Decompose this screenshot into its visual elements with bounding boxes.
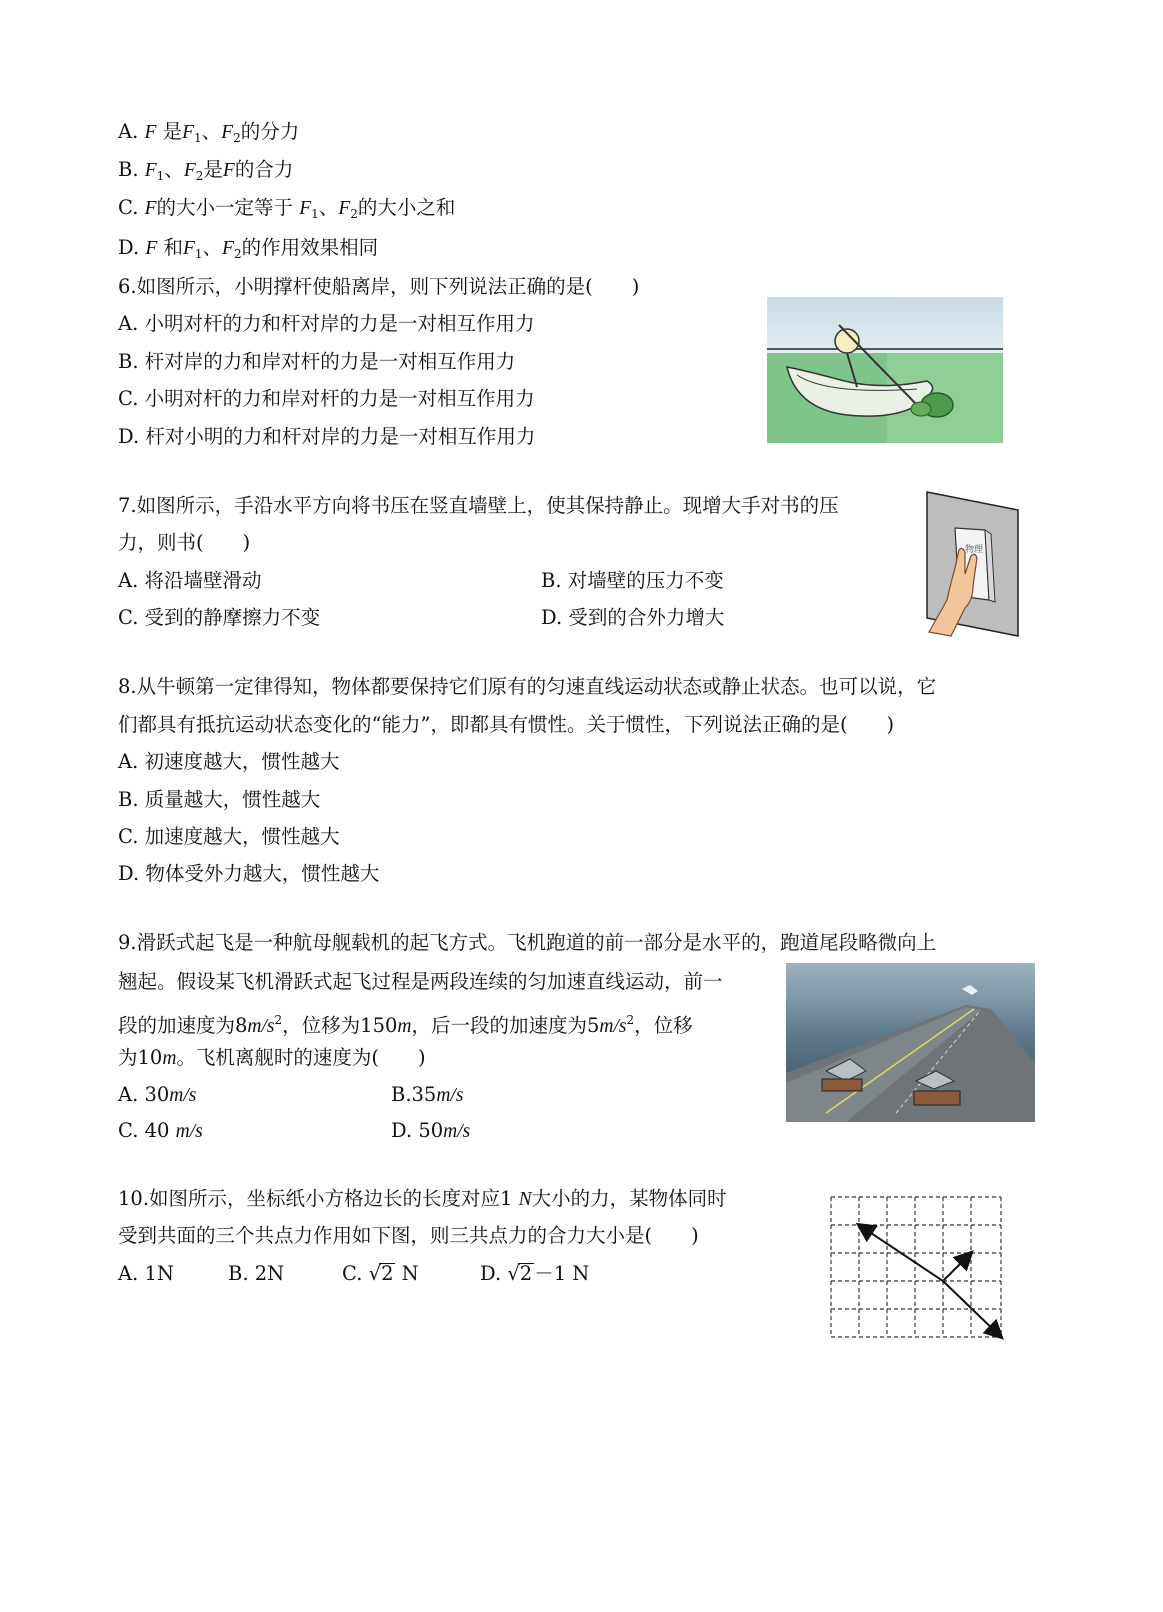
q9-option-d: D. 50m/s xyxy=(391,1119,471,1142)
q9-stem-line1: 9.滑跃式起飞是一种航母舰载机的起飞方式。飞机跑道的前一部分是水平的，跑道尾段略微向上 xyxy=(118,931,937,954)
carrier-figure xyxy=(786,963,1035,1122)
q8-option-b: B. 质量越大，惯性越大 xyxy=(118,788,321,811)
q8-stem-line1: 8.从牛顿第一定律得知，物体都要保持它们原有的匀速直线运动状态或静止状态。也可以说，它 xyxy=(118,675,937,698)
q9-stem-line3: 段的加速度为$8m/s^2$，位移为150m，后一段的加速度为$5m/s^2$，位移 xyxy=(118,1013,693,1037)
grid-lines xyxy=(831,1197,1001,1337)
book-wall-figure xyxy=(925,490,1020,638)
q6-option-b: B. 杆对岸的力和岸对杆的力是一对相互作用力 xyxy=(118,350,516,373)
q8-option-d: D. 物体受外力越大，惯性越大 xyxy=(118,862,380,885)
q5-option-b: B. $F_1$、$F_2$是F的合力 xyxy=(118,158,294,183)
q9-option-a: A. 30m/s xyxy=(118,1083,197,1106)
boat-figure xyxy=(767,297,1003,443)
q5-option-d: D. F 和$F_1$、$F_2$的作用效果相同 xyxy=(118,236,379,261)
q10-stem-line2: 受到共面的三个共点力作用如下图，则三共点力的合力大小是( ) xyxy=(118,1224,699,1247)
book-title: 物理 xyxy=(965,545,984,555)
q10-option-c: C. √2 N xyxy=(342,1262,419,1285)
boat-illustration xyxy=(767,297,1003,443)
q6-option-a: A. 小明对杆的力和杆对岸的力是一对相互作用力 xyxy=(118,312,535,335)
force-grid-figure xyxy=(826,1192,1006,1342)
force-arrow-2 xyxy=(943,1253,971,1281)
q6-option-d: D. 杆对小明的力和杆对岸的力是一对相互作用力 xyxy=(118,425,536,448)
q7-stem-line2: 力，则书( ) xyxy=(118,531,251,554)
q7-option-d: D. 受到的合外力增大 xyxy=(541,606,725,629)
q7-stem-line1: 7.如图所示，手沿水平方向将书压在竖直墙壁上，使其保持静止。现增大手对书的压 xyxy=(118,494,839,517)
q7-option-a: A. 将沿墙壁滑动 xyxy=(118,569,262,592)
q9-option-b: B.35m/s xyxy=(391,1083,464,1106)
q8-option-a: A. 初速度越大，惯性越大 xyxy=(118,750,340,773)
carrier-photo xyxy=(786,963,1035,1122)
q10-option-b: B. 2N xyxy=(228,1262,285,1285)
q5-option-a: A. F 是$F_1$、$F_2$的分力 xyxy=(118,120,300,145)
q9-stem-line4: 为10m。飞机离舰时的速度为( ) xyxy=(118,1046,426,1069)
q5-option-c: C. F的大小一定等于 $F_1$、$F_2$的大小之和 xyxy=(118,196,456,221)
q9-option-c: C. 40 m/s xyxy=(118,1119,203,1142)
q6-option-c: C. 小明对杆的力和岸对杆的力是一对相互作用力 xyxy=(118,387,535,410)
force-grid-diagram xyxy=(826,1192,1006,1342)
q7-option-b: B. 对墙壁的压力不变 xyxy=(541,569,724,592)
q8-option-c: C. 加速度越大，惯性越大 xyxy=(118,825,340,848)
q10-option-a: A. 1N xyxy=(118,1262,174,1285)
q10-stem-line1: 10.如图所示，坐标纸小方格边长的长度对应1 N大小的力，某物体同时 xyxy=(118,1187,727,1210)
q8-stem-line2: 们都具有抵抗运动状态变化的“能力”，即都具有惯性。关于惯性，下列说法正确的是( ) xyxy=(118,713,895,736)
book-wall-illustration xyxy=(925,490,1020,638)
q6-stem: 6.如图所示，小明撑杆使船离岸，则下列说法正确的是( ) xyxy=(118,275,640,298)
q7-option-c: C. 受到的静摩擦力不变 xyxy=(118,606,321,629)
q9-stem-line2: 翘起。假设某飞机滑跃式起飞过程是两段连续的匀加速直线运动，前一 xyxy=(118,970,723,993)
q10-option-d: D. √2 －1 N xyxy=(480,1262,590,1285)
